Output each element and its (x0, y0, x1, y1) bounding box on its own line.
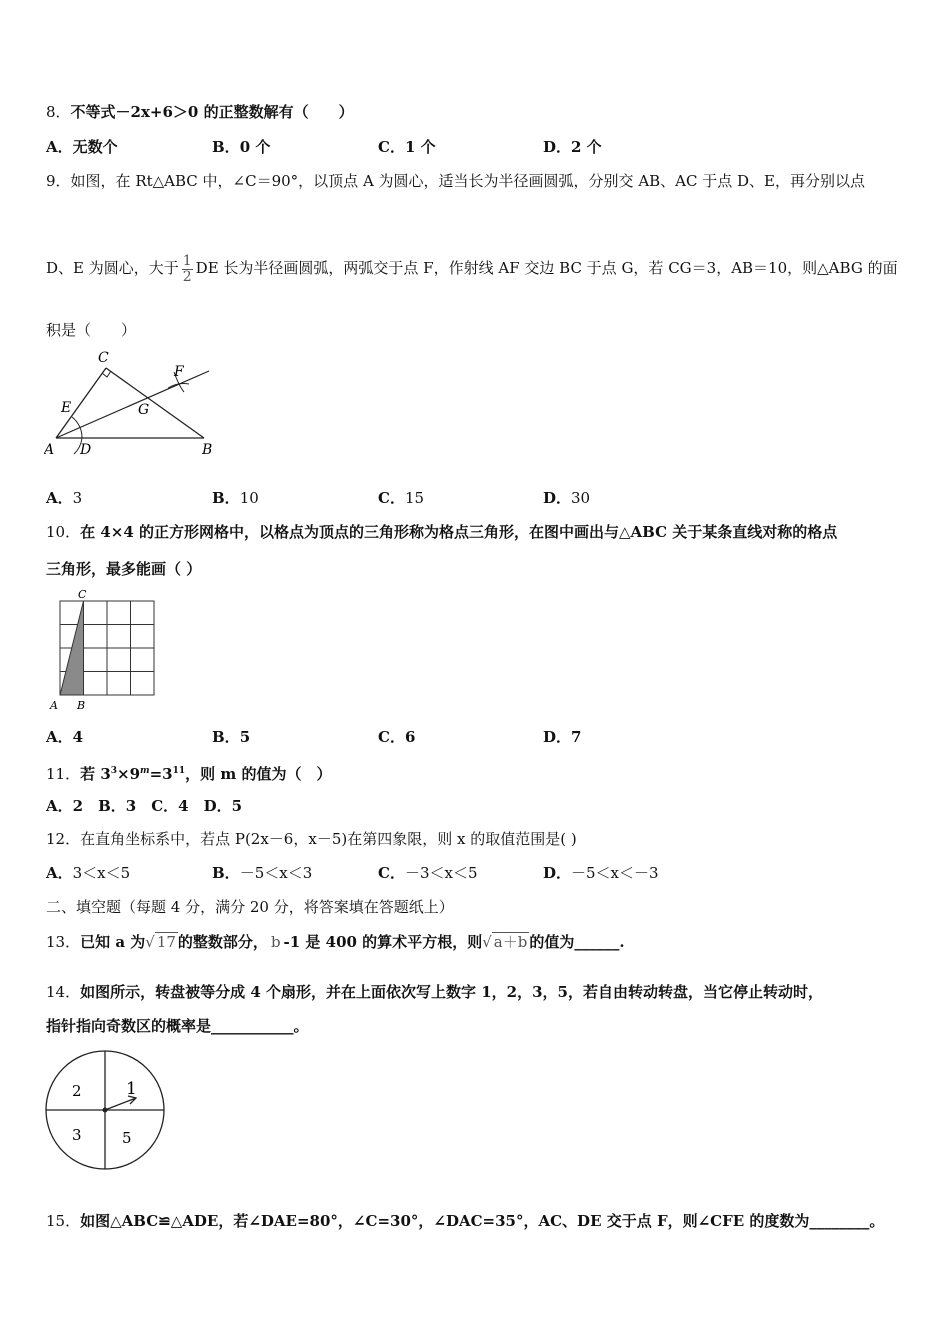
q8-stem (46, 102, 354, 122)
spinner-sector-1: 1 (126, 1079, 137, 1099)
q12-option-a[interactable]: A．3＜x＜5 (46, 864, 131, 882)
q9-fraction: $\frac{1}{2}$ (182, 252, 192, 285)
q9-label-a: A (44, 442, 55, 458)
q11-number: 11． (46, 765, 81, 783)
q9-label-f: F (174, 364, 184, 380)
q12-option-b[interactable]: B．－5＜x＜3 (212, 864, 313, 882)
q8-option-a[interactable]: A．无数个 (46, 138, 118, 156)
q10-label-a: A (50, 699, 58, 712)
q9-label-d: D (80, 442, 92, 458)
q12-option-d[interactable]: D．－5＜x＜－3 (543, 864, 659, 882)
q8-option-d[interactable]: D．2 个 (543, 138, 602, 156)
q8-text: 不等式－2x+6＞0 的正整数解有（ ） (70, 103, 354, 121)
q13-stem: 13．已知 a 为√ 17 的整数部分， b -1 是 400 的算术平方根，则√ a＋b 的值为______. (46, 928, 625, 956)
spinner-sector-3: 3 (72, 1126, 82, 1144)
spinner-sector-2: 2 (72, 1082, 82, 1100)
q9-option-d[interactable]: D．30 (543, 489, 591, 507)
q10-stem-line1: 10．在 4×4 的正方形网格中，以格点为顶点的三角形称为格点三角形，在图中画出与△ABC 关于某条直线对称的格点 (46, 523, 838, 541)
q14-number: 14． (46, 983, 81, 1001)
q9-stem-line3: 积是（ ） (46, 321, 137, 339)
q9-option-b[interactable]: B．10 (212, 489, 259, 507)
q9-option-a[interactable]: A．3 (46, 489, 83, 507)
q8-option-b[interactable]: B．0 个 (212, 138, 271, 156)
q12-stem: 12．在直角坐标系中，若点 P(2x－6，x－5)在第四象限，则 x 的取值范围是( ) (46, 830, 577, 848)
q9-triangle-figure (44, 346, 219, 461)
q10-stem-line2: 三角形，最多能画（ ） (46, 560, 202, 578)
q14-stem-line2: 指针指向奇数区的概率是___________。 (46, 1017, 309, 1035)
q14-stem-line1: 14．如图所示，转盘被等分成 4 个扇形，并在上面依次写上数字 1，2，3，5，若自由转动转盘，当它停止转动时， (46, 983, 823, 1001)
q10-option-b[interactable]: B．5 (212, 728, 251, 746)
q9-stem-line2: D、E 为圆心，大于 $\frac{1}{2}$ DE 长为半径画圆弧，两弧交于点 F，作射线 AF 交边 BC 于点 G，若 CG＝3，AB＝10，则△ABG 的面 (46, 252, 898, 285)
q8-number: 8． (46, 103, 71, 121)
q9-option-c[interactable]: C．15 (378, 489, 425, 507)
q10-grid-figure (44, 588, 162, 714)
q11-stem: 11．若 $3^3\times 9^m=3^{11}$，则 m 的值为（ ） (46, 765, 332, 783)
q10-option-d[interactable]: D．7 (543, 728, 582, 746)
section-fill-in-heading: 二、填空题（每题 4 分，满分 20 分，将答案填在答题纸上） (46, 898, 454, 916)
spinner-pointer (105, 1098, 136, 1110)
q10-number: 10． (46, 523, 81, 541)
q13-sqrt-a-plus-b: √ a＋b (482, 933, 528, 951)
q9-label-c: C (98, 350, 109, 366)
q9-stem-line1 (46, 171, 865, 191)
q12-option-c[interactable]: C．－3＜x＜5 (378, 864, 478, 882)
q11-options[interactable]: A．2 B．3 C．4 D．5 (46, 797, 243, 815)
q15-stem: 15．如图△ABC≌△ADE，若∠DAE=80°，∠C=30°，∠DAC=35°，AC、DE 交于点 F，则∠CFE 的度数为________。 (46, 1212, 885, 1230)
q10-option-c[interactable]: C．6 (378, 728, 416, 746)
q10-option-a[interactable]: A．4 (46, 728, 84, 746)
spinner-sector-5: 5 (122, 1129, 132, 1147)
q10-label-c: C (78, 588, 87, 601)
q9-label-e: E (61, 400, 72, 416)
q15-number: 15． (46, 1212, 81, 1230)
q9-number: 9． (46, 172, 71, 190)
q10-label-b: B (77, 699, 86, 712)
q8-option-c[interactable]: C．1 个 (378, 138, 436, 156)
q14-spinner-figure (44, 1048, 168, 1172)
q13-number: 13． (46, 933, 81, 951)
q9-label-g: G (138, 402, 150, 418)
q9-line1: 如图，在 Rt△ABC 中，∠C＝90°，以顶点 A 为圆心，适当长为半径画圆弧，分别交 AB、AC 于点 D、E，再分别以点 (70, 172, 866, 190)
q9-label-b: B (202, 442, 213, 458)
q13-sqrt-17: √ 17 (145, 933, 176, 951)
q12-number: 12． (46, 830, 81, 848)
